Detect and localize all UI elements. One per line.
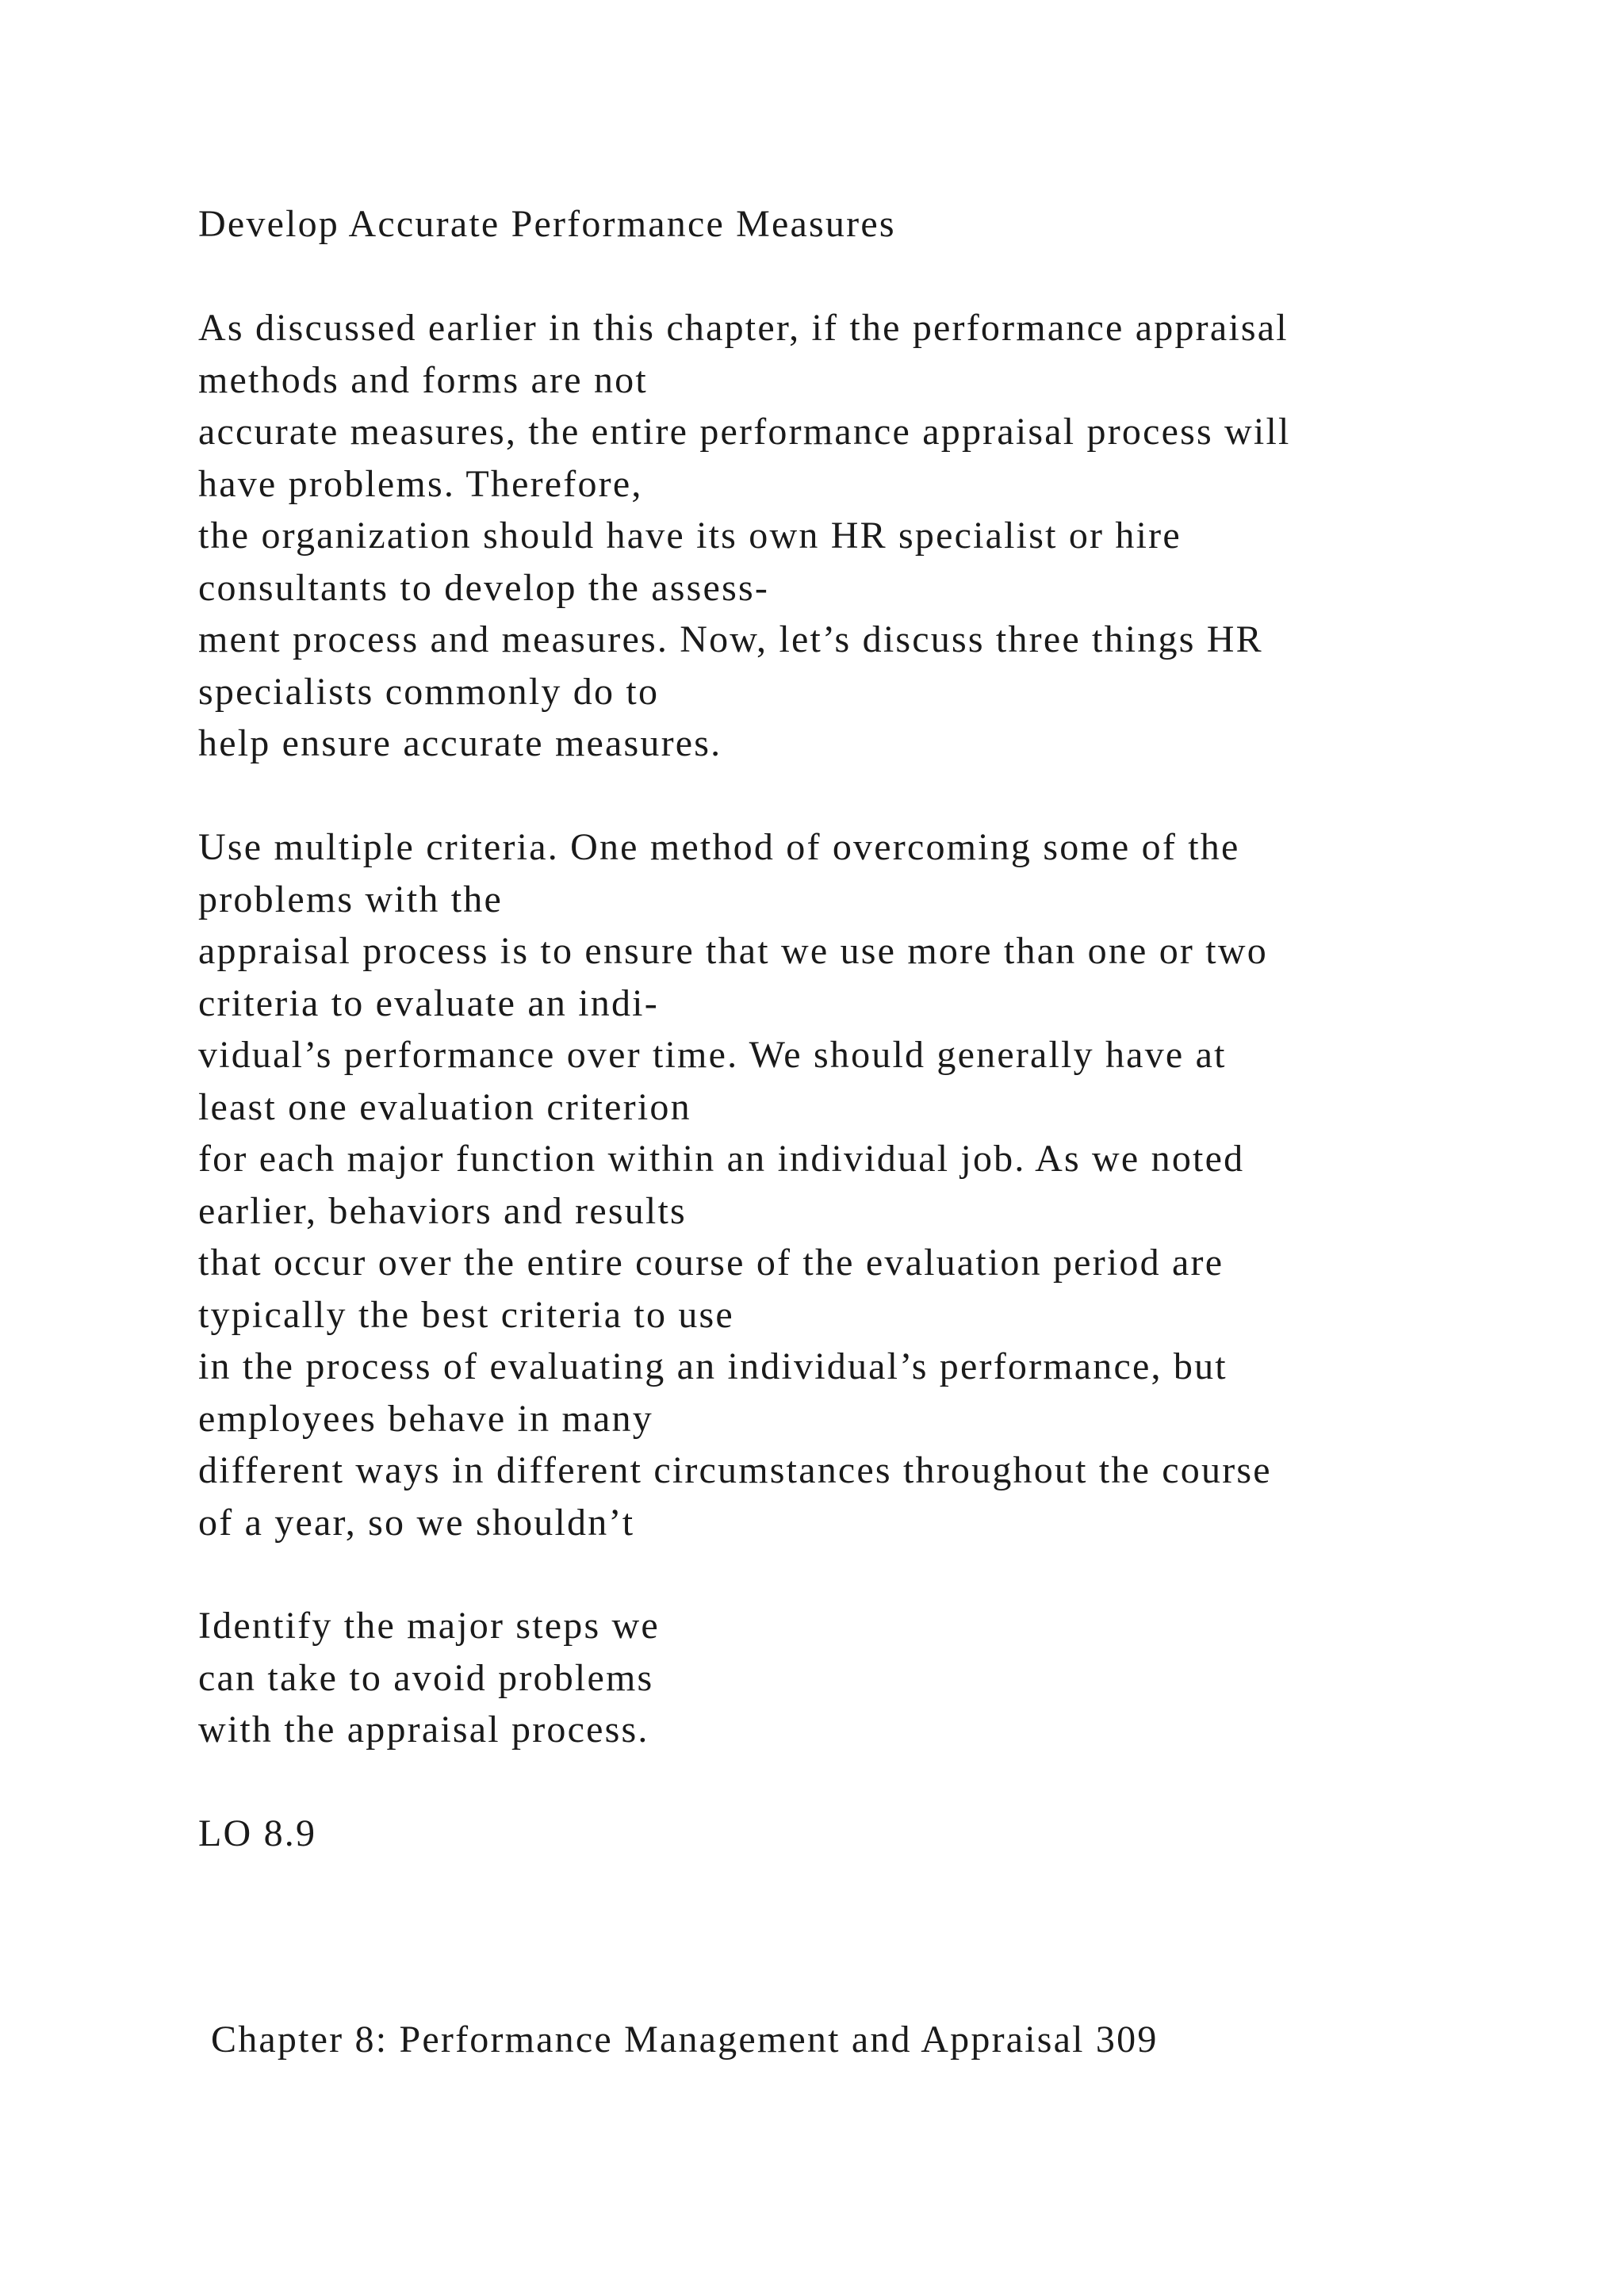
- paragraph-line: in the process of evaluating an individual’s performance, but: [198, 1345, 1228, 1387]
- paragraph-line: methods and forms are not: [198, 358, 648, 401]
- paragraph-line: Use multiple criteria. One method of overcoming some of the: [198, 826, 1240, 868]
- paragraph-line: the organization should have its own HR specialist or hire: [198, 515, 1182, 557]
- learning-objective: LO 8.9: [198, 1812, 317, 1854]
- margin-note-line: Identify the major steps we: [198, 1605, 660, 1647]
- paragraph-line: least one evaluation criterion: [198, 1085, 691, 1128]
- paragraph-intro: [198, 302, 1562, 770]
- section-heading: Develop Accurate Performance Measures: [198, 203, 896, 245]
- paragraph-line: consultants to develop the assess-: [198, 566, 770, 609]
- section-heading-block: [198, 198, 1562, 251]
- paragraph-multiple-criteria: [198, 821, 1562, 1548]
- paragraph-line: have problems. Therefore,: [198, 462, 643, 505]
- paragraph-line: for each major function within an individual job. As we noted: [198, 1138, 1245, 1180]
- paragraph-line: earlier, behaviors and results: [198, 1189, 687, 1232]
- paragraph-line: of a year, so we shouldn’t: [198, 1501, 635, 1544]
- paragraph-line: appraisal process is to ensure that we use more than one or two: [198, 930, 1268, 972]
- paragraph-line: specialists commonly do to: [198, 670, 660, 713]
- paragraph-line: problems with the: [198, 878, 504, 920]
- paragraph-line: different ways in different circumstances throughout the course: [198, 1449, 1272, 1491]
- paragraph-line: criteria to evaluate an indi-: [198, 982, 659, 1024]
- margin-note: [198, 1600, 1562, 1756]
- paragraph-line: typically the best criteria to use: [198, 1293, 734, 1336]
- paragraph-line: employees behave in many: [198, 1397, 653, 1440]
- margin-note-line: can take to avoid problems: [198, 1656, 654, 1699]
- paragraph-line: help ensure accurate measures.: [198, 722, 722, 764]
- paragraph-line: vidual’s performance over time. We should generally have at: [198, 1034, 1227, 1076]
- paragraph-line: accurate measures, the entire performance appraisal process will: [198, 411, 1291, 453]
- paragraph-line: ment process and measures. Now, let’s discuss three things HR: [198, 618, 1263, 660]
- paragraph-line: As discussed earlier in this chapter, if the performance appraisal: [198, 307, 1289, 349]
- learning-objective-block: [198, 1808, 1562, 1860]
- page-footer: Chapter 8: Performance Management and Appraisal 309: [211, 2019, 1159, 2061]
- paragraph-line: that occur over the entire course of the evaluation period are: [198, 1242, 1224, 1284]
- margin-note-line: with the appraisal process.: [198, 1709, 649, 1751]
